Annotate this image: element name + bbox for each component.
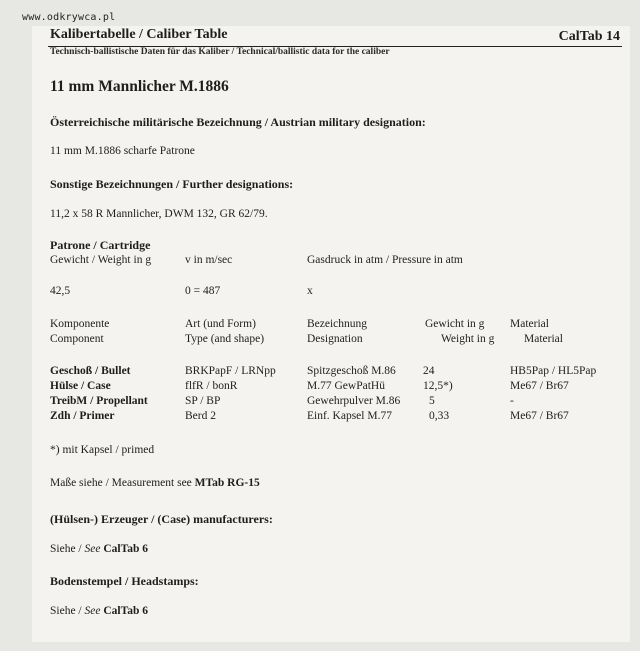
document-page <box>32 26 630 642</box>
manufacturers-reference: Siehe / See CalTab 6 <box>50 543 148 555</box>
material-column: HB5Pap / HL5Pap Me67 / Br67 - Me67 / Br67 <box>510 365 597 422</box>
cartridge-weight-value: 42,5 <box>50 285 71 297</box>
weight-header: Gewicht in g Weight in g <box>425 318 495 345</box>
military-designation-heading: Österreichische militärische Bezeichnung / Austrian military designation: <box>50 115 426 129</box>
table-row-component: Hülse / Case <box>50 380 111 392</box>
manufacturers-heading: (Hülsen-) Erzeuger / (Case) manufacturers: <box>50 512 273 526</box>
cartridge-pressure-value: x <box>307 285 313 297</box>
document-title: Kalibertabelle / Caliber Table <box>50 27 228 42</box>
watermark-url: www.odkrywca.pl <box>22 12 116 23</box>
designation-header: Bezeichnung Designation <box>307 318 368 345</box>
headstamps-reference: Siehe / See CalTab 6 <box>50 605 148 617</box>
further-designations-text: 11,2 x 58 R Mannlicher, DWM 132, GR 62/79. <box>50 208 268 220</box>
cartridge-velocity-value: 0 = 487 <box>185 285 221 297</box>
component-column <box>50 364 148 424</box>
weight-column: 24 12,5*) 5 0,33 <box>423 365 453 422</box>
headstamps-heading: Bodenstempel / Headstamps: <box>50 574 199 588</box>
type-column: BRKPapF / LRNpp flfR / bonR SP / BP Berd 2 <box>185 365 276 422</box>
table-row-component: Geschoß / Bullet <box>50 365 131 377</box>
table-row-component: Zdh / Primer <box>50 410 115 422</box>
cartridge-velocity-header: v in m/sec <box>185 254 233 266</box>
component-header: Komponente Component <box>50 318 110 345</box>
cartridge-heading: Patrone / Cartridge <box>50 238 151 252</box>
type-header: Art (und Form) Type (and shape) <box>185 318 265 345</box>
footnote: *) mit Kapsel / primed <box>50 444 155 456</box>
caliber-name: 11 mm Mannlicher M.1886 <box>50 78 229 95</box>
further-designations-heading: Sonstige Bezeichnungen / Further designations: <box>50 177 294 191</box>
measurement-reference: Maße siehe / Measurement see MTab RG-15 <box>50 477 260 489</box>
military-designation-text: 11 mm M.1886 scharfe Patrone <box>50 145 195 157</box>
material-header: Material Material <box>510 318 563 345</box>
table-row-component: TreibM / Propellant <box>50 395 148 407</box>
table-code: CalTab 14 <box>558 29 620 44</box>
cartridge-weight-header: Gewicht / Weight in g <box>50 254 152 266</box>
header-subtitle: Technisch-ballistische Daten für das Kaliber / Technical/ballistic data for the caliber <box>50 47 390 57</box>
header <box>50 27 620 45</box>
designation-column: Spitzgeschoß M.86 M.77 GewPatHü Gewehrpulver M.86 Einf. Kapsel M.77 <box>307 365 401 422</box>
cartridge-pressure-header: Gasdruck in atm / Pressure in atm <box>307 254 463 266</box>
